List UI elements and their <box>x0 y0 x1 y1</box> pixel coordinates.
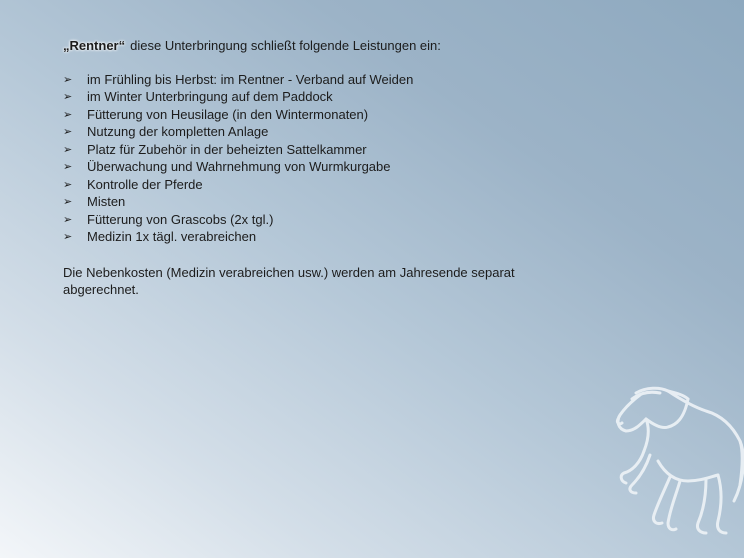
slide-heading <box>63 37 533 55</box>
arrow-bullet-icon: ➢ <box>63 107 73 121</box>
footer-note: Die Nebenkosten (Medizin verabreichen usw.) werden am Jahresende separat abgerechnet. <box>63 264 515 297</box>
list-item <box>63 88 533 106</box>
arrow-bullet-icon: ➢ <box>63 90 73 103</box>
services-list <box>63 71 533 246</box>
list-item <box>63 71 533 89</box>
list-item <box>63 228 533 246</box>
list-item <box>63 211 533 229</box>
arrow-bullet-icon: ➢ <box>63 160 73 173</box>
list-item-label: Kontrolle der Pferde <box>87 176 203 192</box>
list-item <box>63 123 533 141</box>
arrow-bullet-icon: ➢ <box>63 212 73 226</box>
heading-bold-term: „Rentner“ <box>63 38 126 53</box>
list-item-label: im Winter Unterbringung auf dem Paddock <box>87 89 333 104</box>
horse-silhouette-icon <box>610 385 744 540</box>
list-item <box>63 106 533 124</box>
list-item-label: Medizin 1x tägl. verabreichen <box>87 229 257 244</box>
heading-text: diese Unterbringung schließt folgende Leistungen ein: <box>130 38 441 53</box>
arrow-bullet-icon: ➢ <box>63 125 73 138</box>
arrow-bullet-icon: ➢ <box>63 230 73 243</box>
list-item-label: Überwachung und Wahrnehmung von Wurmkurgabe <box>87 159 391 174</box>
arrow-bullet-icon: ➢ <box>63 142 73 156</box>
list-item-label: Misten <box>87 194 126 209</box>
list-item-label: im Frühling bis Herbst: im Rentner - Verband auf Weiden <box>87 71 414 87</box>
arrow-bullet-icon: ➢ <box>63 72 73 86</box>
list-item <box>63 158 533 176</box>
arrow-bullet-icon: ➢ <box>63 195 73 208</box>
list-item-label: Fütterung von Heusilage (in den Wintermonaten) <box>87 106 369 122</box>
list-item-label: Nutzung der kompletten Anlage <box>87 124 269 139</box>
list-item <box>63 193 533 211</box>
list-item-label: Fütterung von Grascobs (2x tgl.) <box>87 211 274 227</box>
arrow-bullet-icon: ➢ <box>63 177 73 191</box>
list-item <box>63 141 533 159</box>
list-item <box>63 176 533 194</box>
list-item-label: Platz für Zubehör in der beheizten Sattelkammer <box>87 141 367 157</box>
slide-content <box>63 37 533 299</box>
